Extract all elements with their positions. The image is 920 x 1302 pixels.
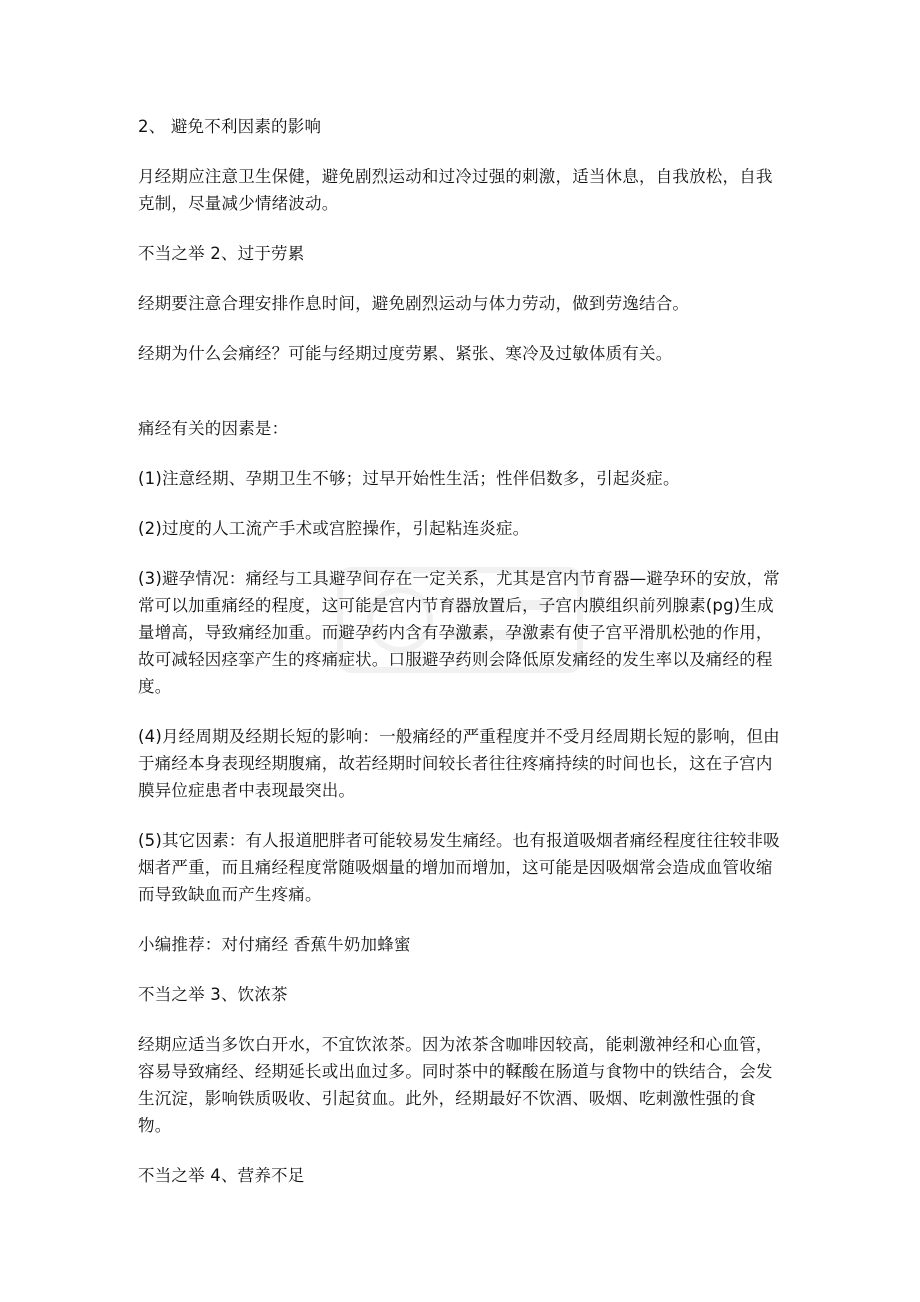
factor-2: (2)过度的人工流产手术或宫腔操作，引起粘连炎症。 [138, 519, 530, 538]
document-body [138, 113, 788, 1212]
paragraph-why-pain: 经期为什么会痛经？可能与经期过度劳累、紧张、寒冷及过敏体质有关。 [138, 344, 673, 363]
factor-4: (4)月经周期及经期长短的影响：一般痛经的严重程度并不受月经周期长短的影响，但由于痛经本身表现经期腹痛，故若经期时间较长者往往疼痛持续的时间也长，这在子宫内膜异位症患者中表现最突出。 [138, 727, 780, 800]
section-heading-2: 2、 避免不利因素的影响 [138, 117, 322, 136]
factor-5: (5)其它因素：有人报道肥胖者可能较易发生痛经。也有报道吸烟者痛经程度往往较非吸烟者严重，而且痛经程度常随吸烟量的增加而增加，这可能是因吸烟常会造成血管收缩而导致缺血而产生疼痛。 [138, 831, 780, 904]
factor-1: (1)注意经期、孕期卫生不够；过早开始性生活；性伴侣数多，引起炎症。 [138, 469, 680, 488]
heading-improper-act-4: 不当之举 4、营养不足 [138, 1166, 305, 1185]
paragraph-strong-tea: 经期应适当多饮白开水，不宜饮浓茶。因为浓茶含咖啡因较高，能刺激神经和心血管，容易导致痛经、经期延长或出血过多。同时茶中的鞣酸在肠道与食物中的铁结合，会发生沉淀，影响铁质吸收、引起贫血。此外，经期最好不饮酒、吸烟、吃刺激性强的食物。 [138, 1035, 773, 1135]
editor-recommendation: 小编推荐：对付痛经 香蕉牛奶加蜂蜜 [138, 935, 411, 954]
paragraph-rest: 经期要注意合理安排作息时间，避免剧烈运动与体力劳动，做到劳逸结合。 [138, 294, 690, 313]
heading-factors: 痛经有关的因素是： [138, 419, 289, 438]
factor-3: (3)避孕情况：痛经与工具避孕间存在一定关系，尤其是宫内节育器—避孕环的安放，常常可以加重痛经的程度，这可能是宫内节育器放置后，子宫内膜组织前列腺素(pg)生成量增高，导致痛经加重。而避孕药内含有孕激素，孕激素有使子宫平滑肌松弛的作用，故可减轻因痉挛产生的疼痛症状。口服避孕药则会降低原发痛经的发生率以及痛经的程度。 [138, 569, 780, 696]
paragraph-hygiene: 月经期应注意卫生保健，避免剧烈运动和过冷过强的刺激，适当休息，自我放松，自我克制，尽量减少情绪波动。 [138, 167, 773, 213]
heading-improper-act-2: 不当之举 2、过于劳累 [138, 244, 305, 263]
heading-improper-act-3: 不当之举 3、饮浓茶 [138, 985, 288, 1004]
